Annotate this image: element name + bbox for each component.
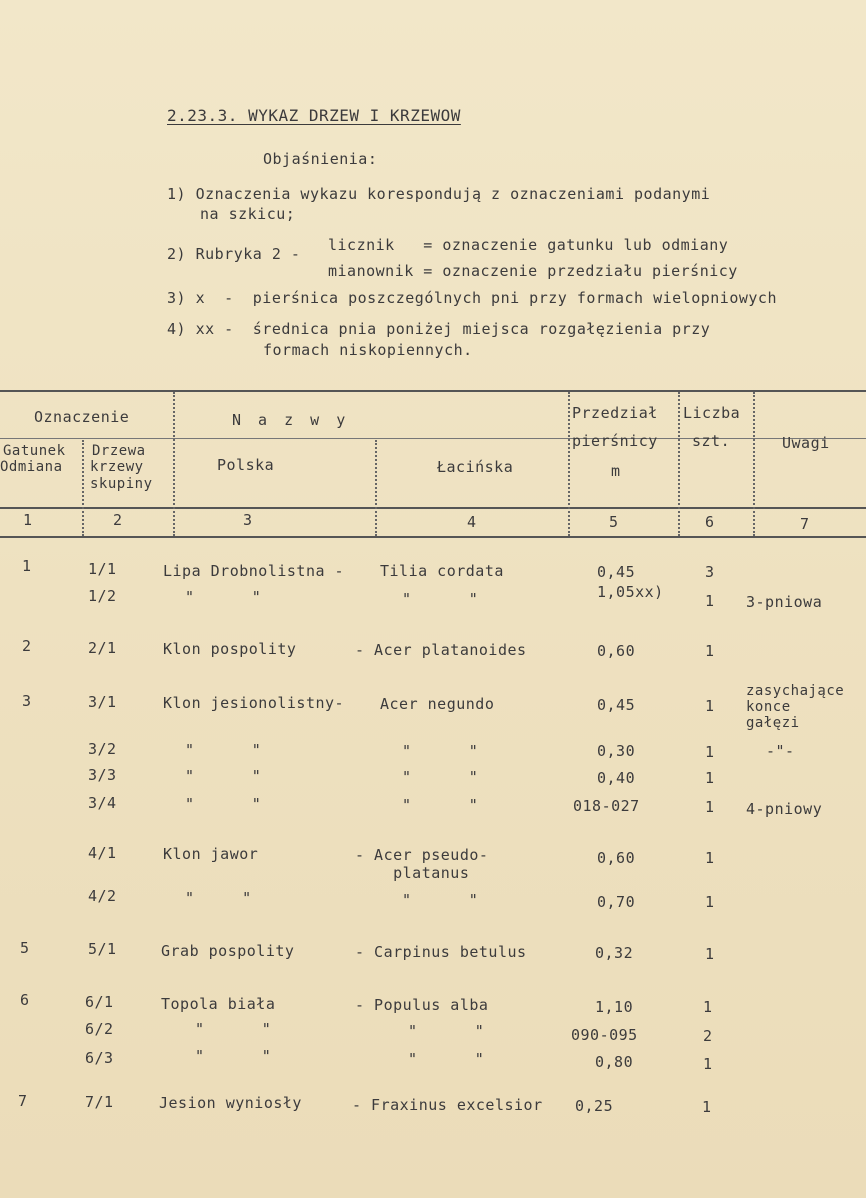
- cell-polska: " ": [185, 795, 262, 813]
- cell-liczba: 1: [705, 642, 715, 660]
- cell-piersnica: 090-095: [571, 1026, 638, 1044]
- header-polska: Polska: [217, 456, 275, 474]
- cell-piersnica: 0,80: [595, 1053, 634, 1071]
- cell-lacinska: " ": [402, 796, 479, 814]
- colnum-2: 2: [113, 511, 123, 529]
- cell-lacinska: " ": [402, 768, 479, 786]
- cell-liczba: 1: [705, 893, 715, 911]
- document-heading: 2.23.3. WYKAZ DRZEW I KRZEWOW: [167, 106, 461, 125]
- cell-drzewo: 3/3: [88, 766, 117, 784]
- col-sep-6: [753, 392, 755, 536]
- cell-liczba: 1: [705, 798, 715, 816]
- cell-lacinska: " ": [402, 742, 479, 760]
- cell-polska: " ": [195, 1047, 272, 1065]
- header-lacinska: Łacińska: [437, 458, 514, 476]
- header-unit: m: [611, 462, 621, 480]
- cell-drzewo: 7/1: [85, 1093, 114, 1111]
- cell-drzewo: 3/2: [88, 740, 117, 758]
- cell-gatunek: 3: [22, 692, 32, 710]
- note-2-prefix: 2) Rubryka 2 -: [167, 245, 301, 263]
- header-szt: szt.: [692, 432, 731, 450]
- cell-drzewo: 4/2: [88, 887, 117, 905]
- cell-gatunek: 7: [18, 1092, 28, 1110]
- cell-drzewo: 1/2: [88, 587, 117, 605]
- header-uwagi: Uwagi: [782, 434, 830, 452]
- cell-lacinska: Acer negundo: [380, 695, 495, 713]
- header-bottom-rule: [0, 507, 866, 509]
- col-sep-1: [82, 440, 84, 536]
- header-liczba: Liczba: [683, 404, 741, 422]
- cell-liczba: 1: [705, 769, 715, 787]
- cell-liczba: 3: [705, 563, 715, 581]
- notes-title: Objaśnienia:: [263, 150, 378, 168]
- cell-polska: " ": [185, 588, 262, 606]
- cell-gatunek: 1: [22, 557, 32, 575]
- colnum-7: 7: [800, 515, 810, 533]
- cell-liczba: 1: [705, 743, 715, 761]
- cell-piersnica: 0,70: [597, 893, 636, 911]
- cell-liczba: 2: [703, 1027, 713, 1045]
- cell-uwagi: zasychające konce gałęzi: [746, 683, 845, 731]
- cell-polska: " ": [195, 1020, 272, 1038]
- header-gatunek: Gatunek: [3, 443, 66, 459]
- cell-liczba: 1: [703, 998, 713, 1016]
- colnum-1: 1: [23, 511, 33, 529]
- cell-polska: Jesion wyniosły: [159, 1094, 302, 1112]
- cell-lacinska: - Populus alba: [355, 996, 489, 1014]
- cell-gatunek: 2: [22, 637, 32, 655]
- cell-lacinska: " ": [402, 891, 479, 909]
- header-oznaczenie: Oznaczenie: [34, 408, 130, 426]
- cell-piersnica: 0,45: [597, 563, 636, 581]
- cell-piersnica: 0,60: [597, 849, 636, 867]
- cell-polska: Klon pospolity: [163, 640, 297, 658]
- cell-liczba: 1: [705, 849, 715, 867]
- cell-lacinska: " ": [402, 590, 479, 608]
- cell-piersnica: 0,45: [597, 696, 636, 714]
- cell-polska: Topola biała: [161, 995, 276, 1013]
- cell-polska: Klon jawor: [163, 845, 259, 863]
- note-2-line-1: licznik = oznaczenie gatunku lub odmiany: [328, 236, 729, 254]
- note-2-line-2: mianownik = oznaczenie przedziału pierśnicy: [328, 262, 738, 280]
- cell-uwagi: -"-: [766, 742, 795, 760]
- cell-drzewo: 3/1: [88, 693, 117, 711]
- colnum-3: 3: [243, 511, 253, 529]
- header-nazwy: N a z w y: [232, 411, 350, 429]
- cell-drzewo: 6/3: [85, 1049, 114, 1067]
- cell-drzewo: 1/1: [88, 560, 117, 578]
- cell-polska: Lipa Drobnolistna -: [163, 562, 345, 580]
- header-krzewy: krzewy: [90, 459, 144, 475]
- cell-piersnica: 1,05xx): [597, 583, 664, 601]
- table-top-rule: [0, 390, 866, 392]
- cell-lacinska: - Fraxinus excelsior: [352, 1096, 543, 1114]
- header-piersnicy: pierśnicy: [572, 432, 658, 450]
- cell-drzewo: 6/1: [85, 993, 114, 1011]
- col-sep-4: [568, 392, 570, 536]
- note-4-line-1: 4) xx - średnica pnia poniżej miejsca rozgałęzienia przy: [167, 320, 711, 338]
- header-mid-rule: [0, 438, 866, 439]
- cell-drzewo: 6/2: [85, 1020, 114, 1038]
- note-3: 3) x - pierśnica poszczególnych pni przy formach wielopniowych: [167, 289, 777, 307]
- header-odmiana: Odmiana: [0, 459, 63, 475]
- cell-piersnica: 0,30: [597, 742, 636, 760]
- colnum-5: 5: [609, 513, 619, 531]
- cell-liczba: 1: [703, 1055, 713, 1073]
- colnum-4: 4: [467, 513, 477, 531]
- cell-drzewo: 5/1: [88, 940, 117, 958]
- cell-piersnica: 0,32: [595, 944, 634, 962]
- cell-drzewo: 3/4: [88, 794, 117, 812]
- cell-piersnica: 1,10: [595, 998, 634, 1016]
- cell-polska: " ": [185, 741, 262, 759]
- cell-lacinska: - Carpinus betulus: [355, 943, 527, 961]
- cell-gatunek: 6: [20, 991, 30, 1009]
- header-drzewa: Drzewa: [92, 443, 146, 459]
- cell-lacinska: Tilia cordata: [380, 562, 504, 580]
- cell-liczba: 1: [705, 697, 715, 715]
- colnum-bottom-rule: [0, 536, 866, 538]
- cell-piersnica: 0,25: [575, 1097, 614, 1115]
- cell-polska: " ": [185, 767, 262, 785]
- cell-uwagi: 4-pniowy: [746, 800, 823, 818]
- cell-polska: Klon jesionolistny-: [163, 694, 345, 712]
- cell-lacinska: - Acer platanoides: [355, 641, 527, 659]
- colnum-6: 6: [705, 513, 715, 531]
- cell-piersnica: 0,60: [597, 642, 636, 660]
- note-4-line-2: formach niskopiennych.: [263, 341, 473, 359]
- cell-drzewo: 4/1: [88, 844, 117, 862]
- cell-liczba: 1: [705, 592, 715, 610]
- header-przedzial: Przedział: [572, 404, 658, 422]
- cell-drzewo: 2/1: [88, 639, 117, 657]
- cell-liczba: 1: [702, 1098, 712, 1116]
- cell-lacinska: " ": [408, 1050, 485, 1068]
- cell-lacinska: - Acer pseudo- platanus: [355, 846, 489, 882]
- col-sep-2: [173, 392, 175, 536]
- col-sep-3: [375, 440, 377, 536]
- cell-liczba: 1: [705, 945, 715, 963]
- cell-piersnica: 018-027: [573, 797, 640, 815]
- cell-lacinska: " ": [408, 1022, 485, 1040]
- cell-piersnica: 0,40: [597, 769, 636, 787]
- cell-polska: " ": [185, 889, 252, 907]
- cell-gatunek: 5: [20, 939, 30, 957]
- note-1-line-1: 1) Oznaczenia wykazu korespondują z oznaczeniami podanymi: [167, 185, 711, 203]
- cell-polska: Grab pospolity: [161, 942, 295, 960]
- col-sep-5: [678, 392, 680, 536]
- note-1-line-2: na szkicu;: [200, 205, 296, 223]
- cell-uwagi: 3-pniowa: [746, 593, 823, 611]
- header-skupiny: skupiny: [90, 476, 153, 492]
